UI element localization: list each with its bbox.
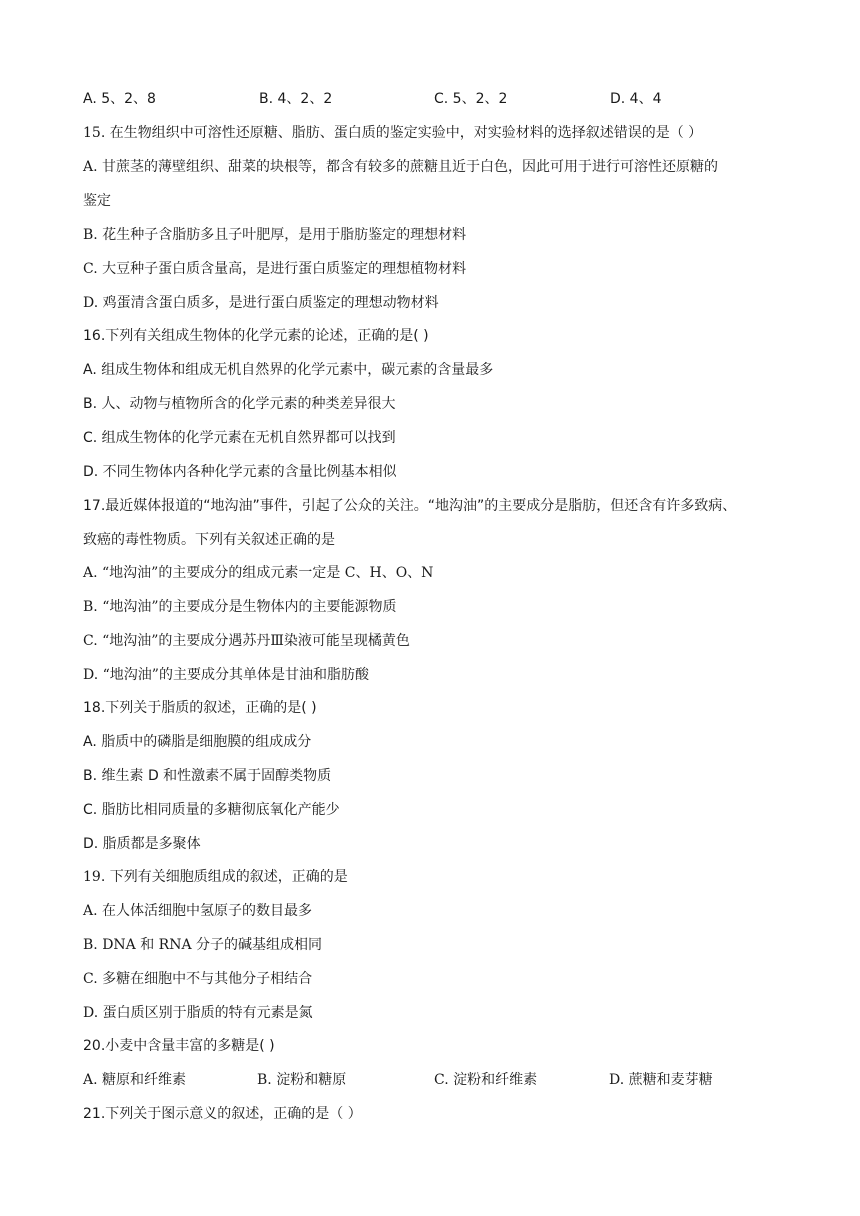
q14-option-d: D. 4、4: [610, 91, 662, 107]
q18-option-a: A. 脂质中的磷脂是细胞膜的组成成分: [83, 734, 312, 750]
q16-option-a: A. 组成生物体和组成无机自然界的化学元素中，碳元素的含量最多: [83, 362, 494, 378]
q20-option-b: B. 淀粉和糖原: [257, 1072, 347, 1088]
q17-stem-line2: 致癌的毒性物质。下列有关叙述正确的是: [83, 532, 335, 548]
q17-option-b: B. “地沟油”的主要成分是生物体内的主要能源物质: [83, 599, 397, 615]
q18-option-d: D. 脂质都是多聚体: [83, 836, 201, 852]
q18-option-c: C. 脂肪比相同质量的多糖彻底氧化产能少: [83, 802, 340, 818]
q17-option-c: C. “地沟油”的主要成分遇苏丹Ⅲ染液可能呈现橘黄色: [83, 633, 410, 649]
q18-stem: 18.下列关于脂质的叙述，正确的是( ): [83, 700, 317, 716]
q16-option-c: C. 组成生物体的化学元素在无机自然界都可以找到: [83, 430, 396, 446]
q19-option-c: C. 多糖在细胞中不与其他分子相结合: [83, 971, 313, 987]
q15-option-c: C. 大豆种子蛋白质含量高，是进行蛋白质鉴定的理想植物材料: [83, 261, 467, 277]
q15-option-b: B. 花生种子含脂肪多且子叶肥厚，是用于脂肪鉴定的理想材料: [83, 227, 467, 243]
q18-option-b: B. 维生素 D 和性激素不属于固醇类物质: [83, 768, 332, 784]
q17-option-d: D. “地沟油”的主要成分其单体是甘油和脂肪酸: [83, 667, 369, 683]
q19-option-b: B. DNA 和 RNA 分子的碱基组成相同: [83, 937, 323, 953]
q20-stem: 20.小麦中含量丰富的多糖是( ): [83, 1038, 275, 1054]
q15-option-a-line2: 鉴定: [83, 193, 111, 209]
q14-option-c: C. 5、2、2: [434, 91, 508, 107]
q14-option-a: A. 5、2、8: [83, 91, 156, 107]
q20-option-d: D. 蔗糖和麦芽糖: [609, 1072, 713, 1088]
q19-option-d: D. 蛋白质区别于脂质的特有元素是氮: [83, 1005, 313, 1021]
q20-option-c: C. 淀粉和纤维素: [434, 1072, 538, 1088]
q19-option-a: A. 在人体活细胞中氢原子的数目最多: [83, 903, 313, 919]
q17-option-a: A. “地沟油”的主要成分的组成元素一定是 C、H、O、N: [83, 565, 434, 581]
q16-stem: 16.下列有关组成生物体的化学元素的论述，正确的是( ): [83, 328, 429, 344]
q15-option-d: D. 鸡蛋清含蛋白质多，是进行蛋白质鉴定的理想动物材料: [83, 295, 439, 311]
q19-stem: 19. 下列有关细胞质组成的叙述，正确的是: [83, 869, 348, 885]
q14-option-b: B. 4、2、2: [259, 91, 333, 107]
q16-option-b: B. 人、动物与植物所含的化学元素的种类差异很大: [83, 396, 396, 412]
q15-stem: 15. 在生物组织中可溶性还原糖、脂肪、蛋白质的鉴定实验中，对实验材料的选择叙述错误的是（ ）: [83, 125, 703, 141]
q20-option-a: A. 糖原和纤维素: [83, 1072, 187, 1088]
q15-option-a-line1: A. 甘蔗茎的薄壁组织、甜菜的块根等，都含有较多的蔗糖且近于白色，因此可用于进行可溶性还原糖的: [83, 159, 719, 175]
q16-option-d: D. 不同生物体内各种化学元素的含量比例基本相似: [83, 464, 397, 480]
q21-stem: 21.下列关于图示意义的叙述，正确的是（ ）: [83, 1106, 362, 1122]
q17-stem-line1: 17.最近媒体报道的“地沟油”事件，引起了公众的关注。“地沟油”的主要成分是脂肪，但还含有许多致病、: [83, 498, 737, 514]
